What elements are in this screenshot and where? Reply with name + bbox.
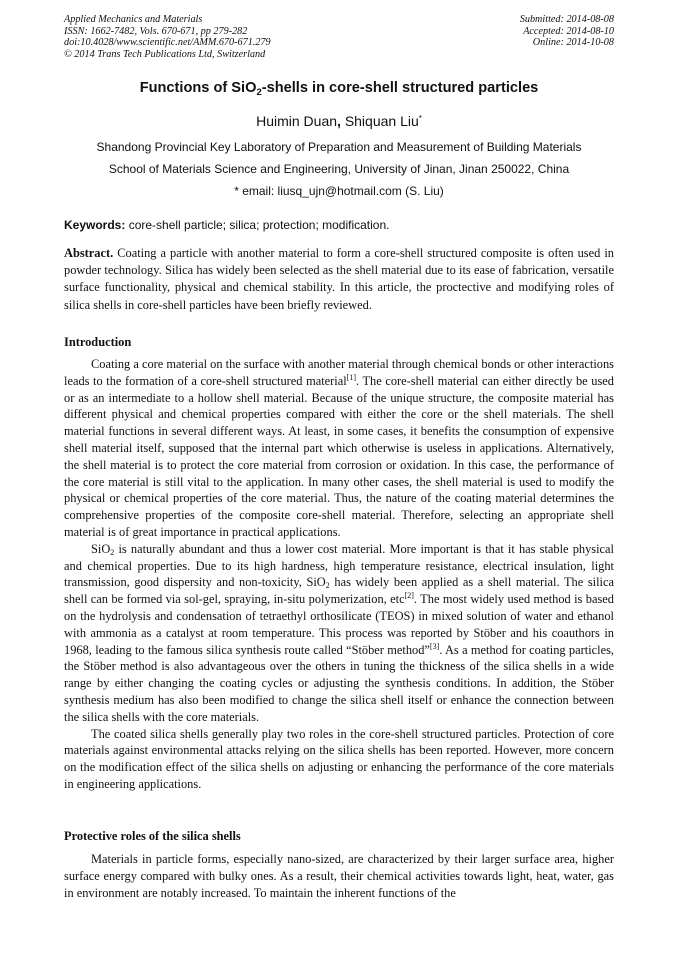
journal-doi: doi:10.4028/www.scientific.net/AMM.670-671.279 [64, 37, 271, 49]
sio2-subscript: 2 [110, 547, 115, 557]
intro-p2-text: SiO [91, 541, 111, 556]
introduction-body [64, 356, 614, 793]
intro-p2-text-b: is naturally abundant and thus a lower cost material. More important is that it has stable physical and chemical properties. Due to its high hardness, high temperature resistance, electrical insulation, light transmission, good dispersity and non-toxicity, SiO [64, 541, 614, 590]
intro-p2-text-c: has widely been applied as a shell material. The silica shell can be formed via sol-gel, spraying, in-situ polymerization, etc [64, 575, 614, 607]
author-list [0, 113, 678, 129]
online-date: Online: 2014-10-08 [532, 37, 614, 49]
abstract-label: Abstract. [64, 246, 114, 260]
journal-name: Applied Mechanics and Materials [64, 14, 203, 25]
journal-issn: ISSN: 1662-7482, Vols. 670-671, pp 279-282 [64, 25, 248, 37]
author-first: Huimin Duan [256, 113, 338, 129]
accepted-date: Accepted: 2014-08-10 [523, 25, 614, 37]
title-subscript: 2 [256, 87, 262, 98]
corresponding-email: * email: liusq_ujn@hotmail.com (S. Liu) [234, 184, 444, 198]
citation-3: [3] [429, 641, 440, 651]
keywords-label: Keywords: [64, 218, 126, 232]
title-text-pre: Functions of SiO [139, 80, 257, 96]
keywords [64, 218, 614, 232]
affiliation-school: School of Materials Science and Engineering, University of Jinan, Jinan 250022, China [108, 162, 570, 176]
intro-p1-text-cont: . The core-shell material can either directly be used or as an intermediate to a hollow shell material. Because of the unique structure, the composite material has different physical and chemical properties compared with either the core or the shell materials. The shell material functions in several different ways. At least, in some cases, it benefits the consumption of expensive shell material itself, supposed that the internal part which otherwise is useless in applications. Alternatively, the shell material is to protect the core material from corrosion or oxidation. In this case, the performance of the core material is still vital to the application. In many other cases, the shell material is used to modify the physical or chemical properties of the core material. Thus, the nature of the coating material determines the comprehensive properties of the composite core-shell material. Therefore, selecting an appropriate shell material is of great importance in practical applications. [64, 373, 614, 539]
intro-p2-text-d: . The most widely used method is based on the hydrolysis and condensation of tetraethyl orthosilicate (TEOS) in mixed solution of water and ethanol with ammonia as a catalyst at room temperature. This process was reported by Stöber and his coauthors in 1968, leading to the famous silica synthesis route called “Stöber method” [64, 592, 614, 657]
author-separator: , [337, 113, 345, 129]
abstract [64, 245, 614, 314]
citation-2: [2] [404, 591, 414, 601]
intro-paragraph-2 [64, 541, 614, 726]
author-second: Shiquan Liu [344, 113, 419, 129]
submitted-date: Submitted: 2014-08-08 [519, 14, 614, 25]
intro-paragraph-1 [64, 356, 614, 541]
protective-paragraph-1: Materials in particle forms, especially nano-sized, are characterized by their larger surface area, higher surface energy compared with bulky ones. As a result, their chemical activities towards light, heat, water, gas in environment are notably increased. To maintain the inherent functions of the [64, 852, 614, 900]
abstract-text: Coating a particle with another material to form a core-shell structured composite is often used in powder technology. Silica has widely been selected as the shell material due to its ease of fabrication, versatile surface functionality, physical and chemical stability. In this article, the proctective and modifying roles of silica shells in core-shell particles have been briefly reviewed. [64, 246, 614, 312]
journal-copyright: © 2014 Trans Tech Publications Ltd, Switzerland [64, 48, 266, 60]
protective-body [64, 851, 614, 901]
intro-paragraph-3: The coated silica shells generally play two roles in the core-shell structured particles. Protection of core materials against environmental attacks relying on the silica shells has been reported. However, more concern on the modification effect of the silica shells on adjusting or enhancing the performance of the core materials in engineering applications. [64, 726, 614, 791]
paper-title [0, 80, 678, 96]
sio2-subscript: 2 [325, 581, 330, 591]
intro-p2-text-e: . As a method for coating particles, the Stöber method is also advantageous over the others in tuning the thickness of the silica shells in a wide range by either changing the coating cycles or adjusting the synthesis conditions. In addition, the Stöber synthesis medium has also been modified to change the silica shell itself or enhance the connection between the silica shells with the core materials. [64, 642, 614, 724]
dates-header [520, 14, 614, 49]
intro-p1-text: Coating a core material on the surface with another material through chemical bonds or other interactions leads to the formation of a core-shell structured material [64, 357, 614, 388]
title-text-post: -shells in core-shell structured particles [261, 80, 539, 96]
citation-1: [1] [346, 372, 356, 382]
journal-header [64, 14, 271, 60]
keywords-text: core-shell particle; silica; protection; modification. [125, 218, 390, 232]
affiliation-lab: Shandong Provincial Key Laboratory of Preparation and Measurement of Building Materials [96, 140, 582, 154]
corresponding-mark: * [418, 114, 422, 123]
section-heading-protective-roles: Protective roles of the silica shells [64, 829, 241, 843]
section-heading-introduction: Introduction [64, 335, 132, 349]
